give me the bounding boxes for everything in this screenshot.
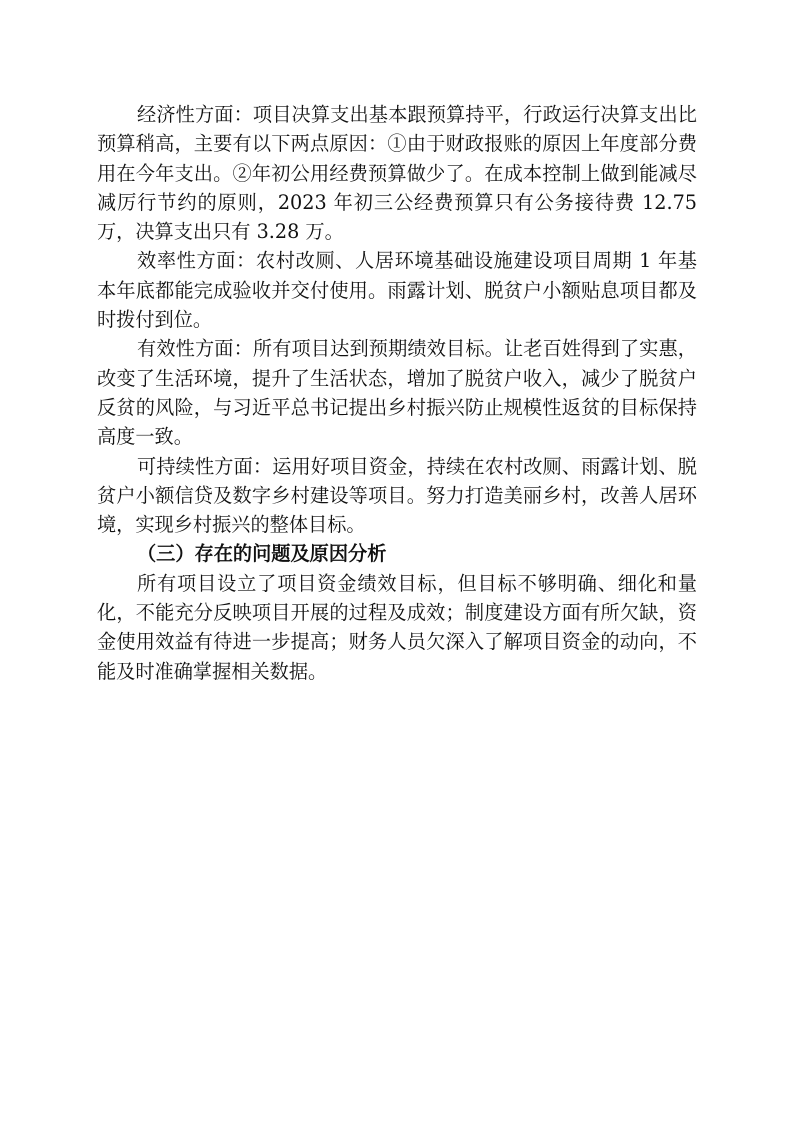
paragraph-economy: 经济性方面：项目决算支出基本跟预算持平，行政运行决算支出比预算稍高，主要有以下两点原因：①由于财政报账的原因上年度部分费用在今年支出。②年初公用经费预算做少了。在成本控制上做到能减尽减厉行节约的原则，2023 年初三公经费预算只有公务接待费 12.75 万，决算支出只有 3.28 万。 bbox=[97, 103, 697, 244]
document-body bbox=[97, 100, 697, 686]
paragraph-problems: 所有项目设立了项目资金绩效目标，但目标不够明确、细化和量化，不能充分反映项目开展的过程及成效；制度建设方面有所欠缺，资金使用效益有待进一步提高；财务人员欠深入了解项目资金的动向，不能及时准确掌握相关数据。 bbox=[97, 571, 697, 683]
section-heading: （三）存在的问题及原因分析 bbox=[137, 542, 387, 566]
paragraph-efficiency: 效率性方面：农村改厕、人居环境基础设施建设项目周期 1 年基本年底都能完成验收并交付使用。雨露计划、脱贫户小额贴息项目都及时拨付到位。 bbox=[97, 249, 697, 332]
paragraph-effectiveness: 有效性方面：所有项目达到预期绩效目标。让老百姓得到了实惠，改变了生活环境，提升了生活状态，增加了脱贫户收入，减少了脱贫户反贫的风险，与习近平总书记提出乡村振兴防止规模性返贫的目标保持高度一致。 bbox=[97, 337, 697, 449]
paragraph-sustainability: 可持续性方面：运用好项目资金，持续在农村改厕、雨露计划、脱贫户小额信贷及数字乡村建设等项目。努力打造美丽乡村，改善人居环境，实现乡村振兴的整体目标。 bbox=[97, 454, 697, 537]
